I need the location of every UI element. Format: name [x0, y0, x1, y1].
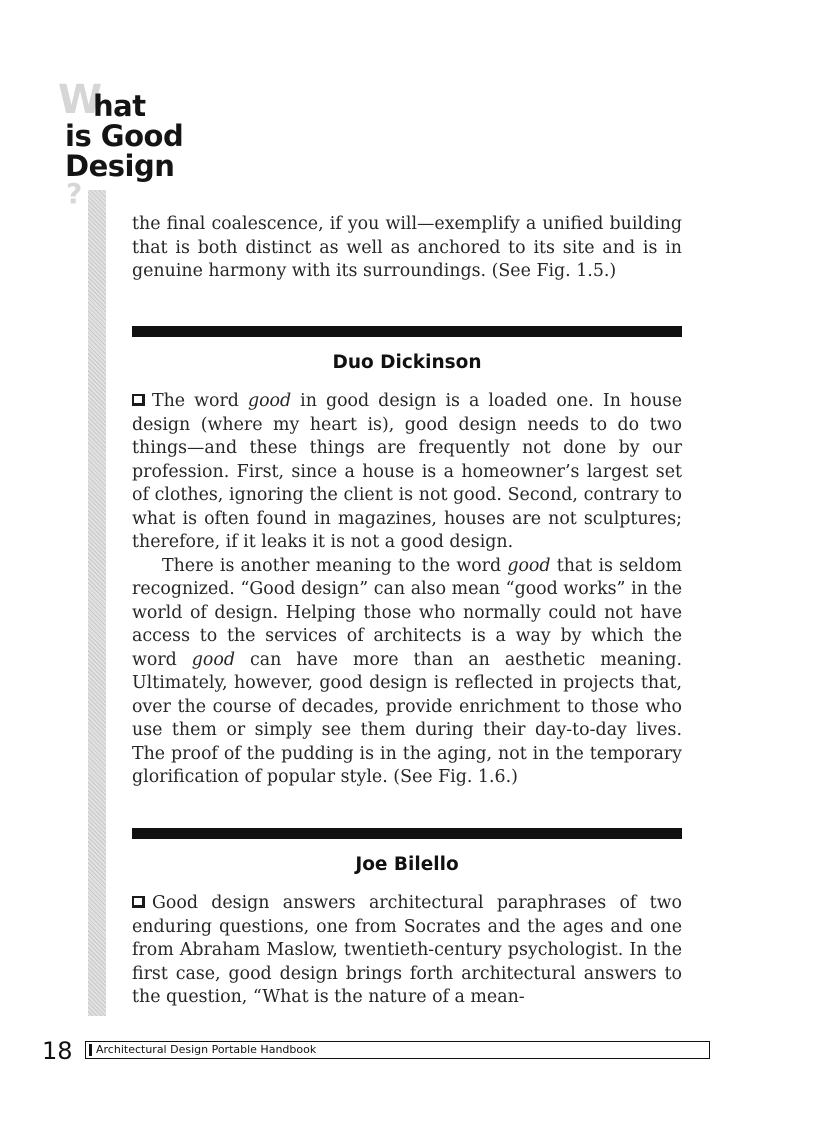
- section-duo-dickinson: [132, 326, 682, 790]
- section-joe-bilello: [132, 828, 682, 1010]
- section-paragraph: There is another meaning to the word good that is seldom recognized. “Good design” can also mean “good works” in the world of design. Helping those who normally could not have access to the services of architects is a way by which the word good can have more than an aesthetic meaning. Ultimately, however, good design is reflected in projects that, over the course of decades, provide enrichment to those who use them or simply see them during their day-to-day lives. The proof of the pudding is in the aging, not in the temporary glorification of popular style. (See Fig. 1.6.): [132, 555, 682, 787]
- page-number: 18: [42, 1037, 73, 1065]
- chapter-logo: [58, 77, 228, 224]
- section-heading: Joe Bilello: [355, 854, 459, 875]
- continuation-paragraph: the final coalescence, if you will—exemplify a unified building that is both distinct as well as anchored to its site and is in genuine harmony with its surroundings. (See Fig. 1.5.): [132, 214, 682, 281]
- logo-line-2: is Good: [65, 119, 184, 153]
- book-title: Architectural Design Portable Handbook: [96, 1043, 317, 1056]
- section-heading: Duo Dickinson: [332, 352, 482, 373]
- running-footer-box: [85, 1041, 710, 1059]
- section-paragraph: Good design answers architectural paraphrases of two enduring questions, one from Socrates and the ages and one from Abraham Maslow, twentieth-century psychologist. In the first case, good design brings forth architectural answers to the question, “What is the nature of a mean-: [132, 893, 682, 1007]
- logo-line-3: Design: [65, 149, 175, 183]
- logo-line-1: hat: [93, 89, 146, 123]
- section-rule: [132, 828, 682, 839]
- side-shading-bar: [88, 190, 106, 1016]
- checkbox-bullet-icon: [132, 394, 145, 406]
- section-rule: [132, 326, 682, 337]
- logo-question-mark: ?: [66, 177, 83, 210]
- section-paragraph: The word good in good design is a loaded one. In house design (where my heart is), good design needs to do two things—and these things are frequently not done by our profession. First, since a house is a homeowner’s largest set of clothes, ignoring the client is not good. Second, contrary to what is often found in magazines, houses are not sculptures; therefore, if it leaks it is not a good design.: [132, 391, 683, 552]
- page-footer: [42, 1037, 712, 1065]
- logo-letter-w: W: [58, 77, 103, 123]
- checkbox-bullet-icon: [132, 896, 145, 908]
